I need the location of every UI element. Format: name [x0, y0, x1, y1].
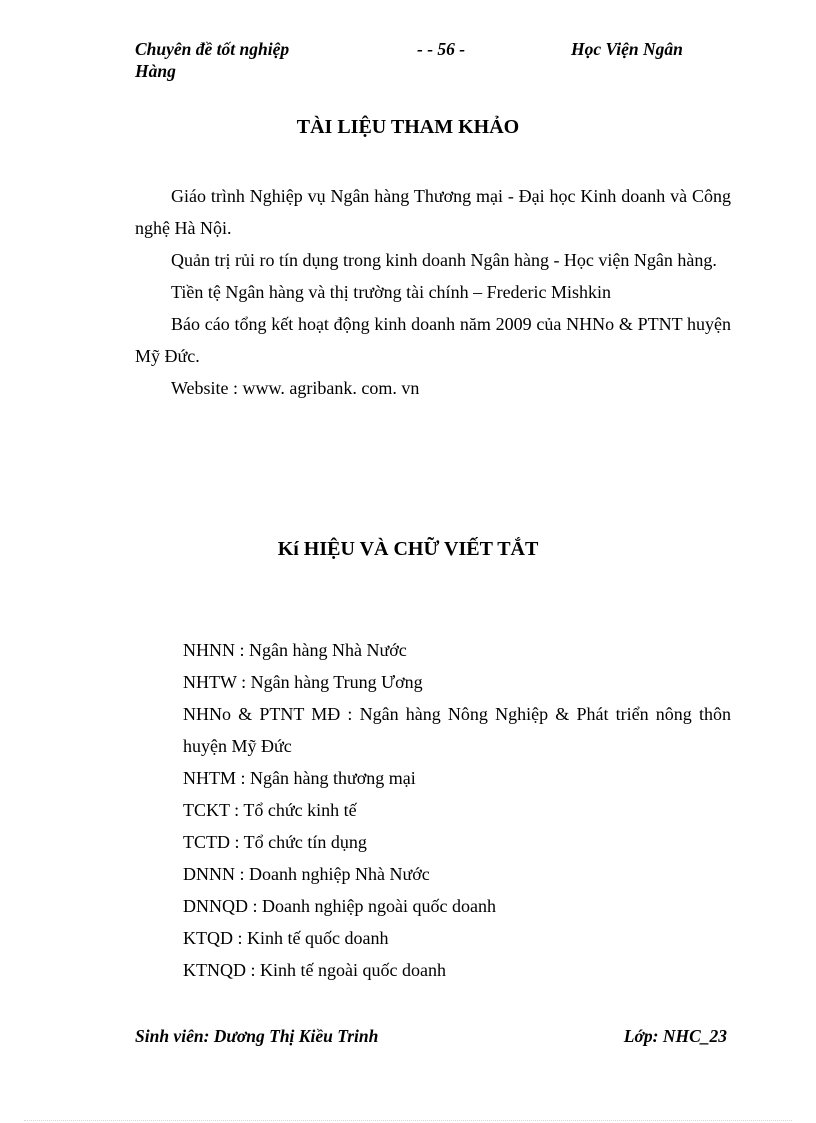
abbreviation-item: NHTW : Ngân hàng Trung Ương	[183, 672, 423, 692]
abbreviation-item: TCKT : Tổ chức kinh tế	[183, 800, 357, 820]
abbreviation-item: DNNQD : Doanh nghiệp ngoài quốc doanh	[183, 896, 496, 916]
abbreviation-item: NHNN : Ngân hàng Nhà Nước	[183, 640, 407, 660]
abbreviation-item: KTNQD : Kinh tế ngoài quốc doanh	[183, 960, 446, 980]
page-number: - - 56 -	[417, 39, 466, 59]
page-footer	[135, 1026, 727, 1050]
abbreviation-item: KTQD : Kinh tế quốc doanh	[183, 928, 389, 948]
abbreviation-item: NHNo & PTNT MĐ : Ngân hàng Nông Nghiệp & Phát triển nông thôn huyện Mỹ Đức	[183, 704, 731, 756]
abbreviation-item: NHTM : Ngân hàng thương mại	[183, 768, 416, 788]
header-institution: Học Viện Ngân	[571, 39, 683, 59]
reference-item: Giáo trình Nghiệp vụ Ngân hàng Thương mại - Đại học Kinh doanh và Công nghệ Hà Nội.	[135, 186, 731, 238]
page-header	[135, 38, 735, 84]
reference-item: Website : www. agribank. com. vn	[171, 378, 420, 398]
abbreviations-list	[183, 634, 731, 986]
abbreviation-item: TCTD : Tổ chức tín dụng	[183, 832, 367, 852]
header-thesis-label: Chuyên đề tốt nghiệp	[135, 39, 290, 59]
abbreviations-title: Kí HIỆU VÀ CHỮ VIẾT TẮT	[277, 538, 539, 560]
header-institution-cont: Hàng	[135, 61, 176, 81]
references-list	[135, 180, 731, 404]
reference-item: Quản trị rủi ro tín dụng trong kinh doanh Ngân hàng - Học viện Ngân hàng.	[171, 250, 717, 270]
abbreviation-item: DNNN : Doanh nghiệp Nhà Nước	[183, 864, 430, 884]
reference-item: Báo cáo tổng kết hoạt động kinh doanh năm 2009 của NHNo & PTNT huyện Mỹ Đức.	[135, 314, 731, 366]
footer-student: Sinh viên: Dương Thị Kiều Trinh	[135, 1026, 379, 1046]
reference-item: Tiền tệ Ngân hàng và thị trường tài chính – Frederic Mishkin	[171, 282, 612, 302]
references-title: TÀI LIỆU THAM KHẢO	[296, 116, 520, 138]
footer-class: Lớp: NHC_23	[623, 1026, 727, 1046]
page-bottom-divider	[24, 1120, 792, 1121]
